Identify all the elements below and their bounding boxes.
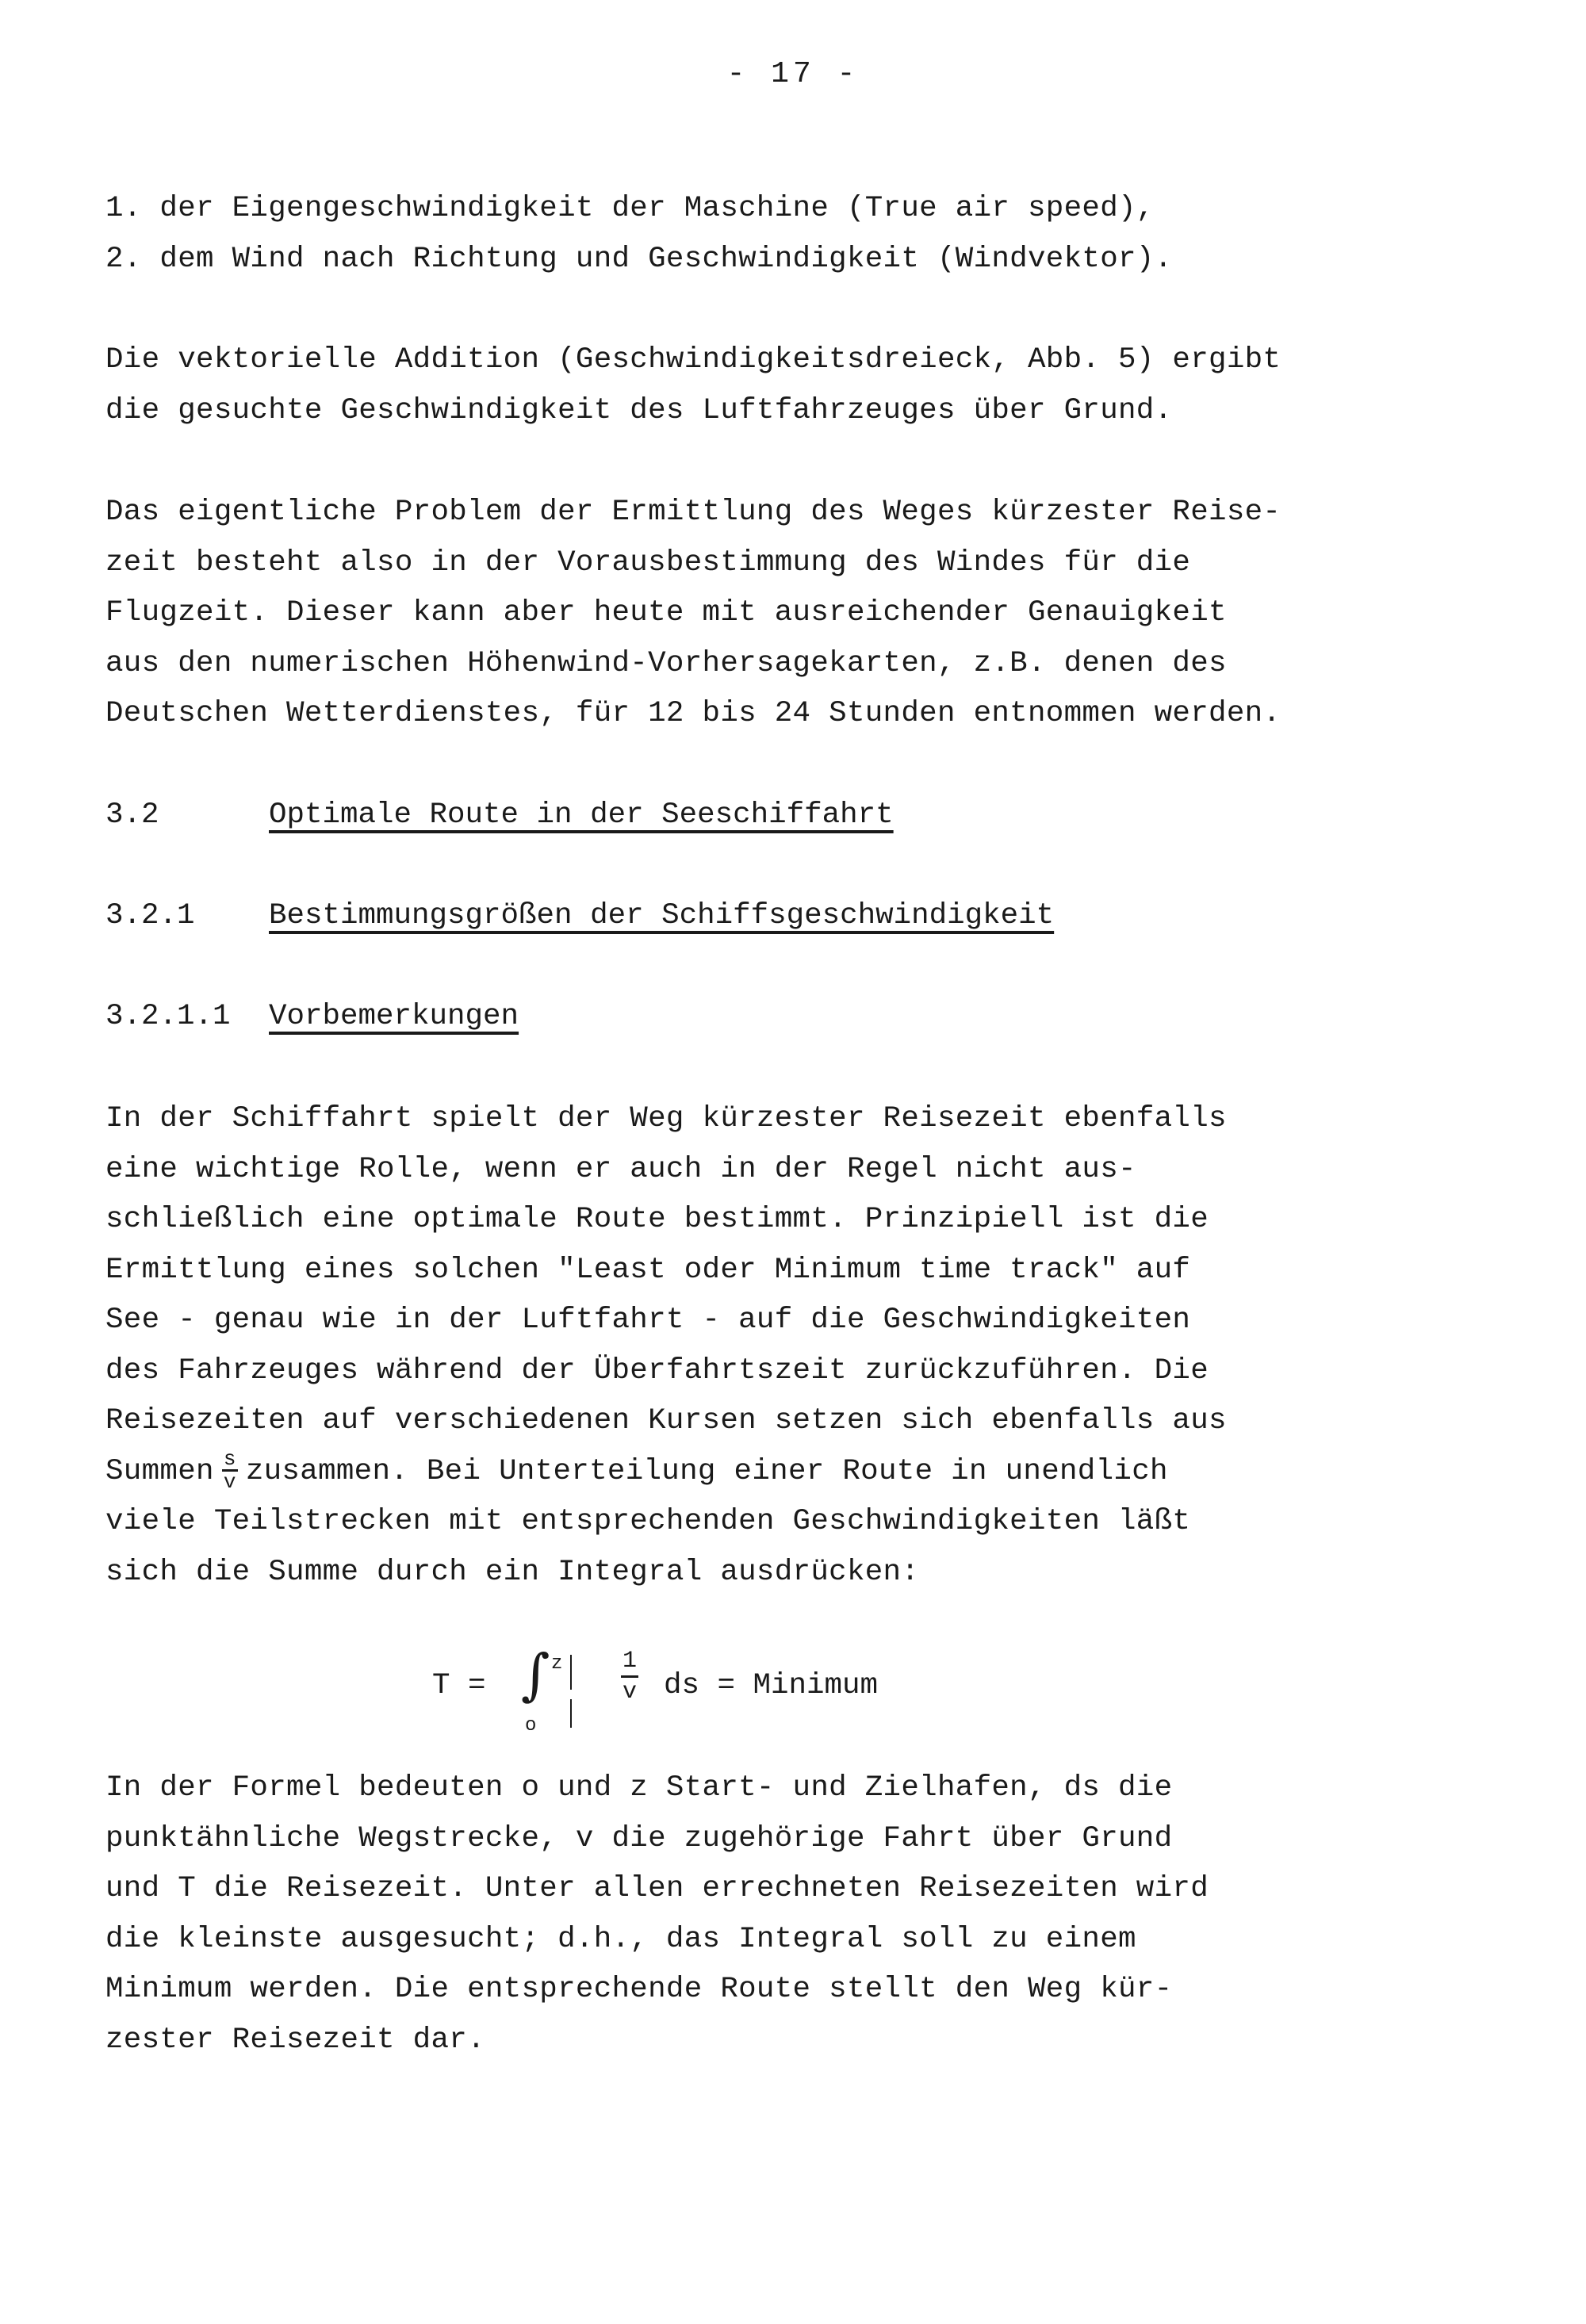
text-line: Ermittlung eines solchen "Least oder Minimum time track" auf: [105, 1253, 1191, 1287]
text-line: schließlich eine optimale Route bestimmt. Prinzipiell ist die: [105, 1203, 1209, 1236]
integral-upper-limit: z: [551, 1653, 563, 1675]
text-line: Minimum werden. Die entsprechende Route stellt den Weg kür-: [105, 1973, 1173, 2006]
section-heading-3-2: [105, 795, 894, 835]
text-line: Deutschen Wetterdienstes, für 12 bis 24 Stunden entnommen werden.: [105, 697, 1281, 730]
section-title: Vorbemerkungen: [269, 1000, 519, 1033]
text-line-with-fraction: [105, 1447, 1454, 1498]
fraction-s-over-v: [222, 1447, 238, 1495]
text-line: See - genau wie in der Luftfahrt - auf die Geschwindigkeiten: [105, 1304, 1191, 1337]
paragraph-shipping: [105, 1094, 1454, 1598]
section-number: 3.2.1.1: [105, 1000, 231, 1033]
text-line: Reisezeiten auf verschiedenen Kursen setzen sich ebenfalls aus: [105, 1404, 1227, 1438]
section-number: 3.2: [105, 798, 159, 832]
section-title: Optimale Route in der Seeschiffahrt: [269, 798, 894, 832]
text-line: sich die Summe durch ein Integral ausdrücken:: [105, 1555, 920, 1589]
fraction-bar: [621, 1675, 638, 1678]
text-line: viele Teilstrecken mit entsprechenden Geschwindigkeiten läßt: [105, 1505, 1191, 1538]
formula-lhs: T =: [432, 1669, 486, 1702]
text-line: In der Formel bedeuten o und z Start- und Zielhafen, ds die: [105, 1771, 1173, 1805]
text-line: In der Schiffahrt spielt der Weg kürzester Reisezeit ebenfalls: [105, 1102, 1227, 1135]
integral-sign: ∫: [521, 1642, 550, 1707]
fraction-denominator: v: [622, 1679, 637, 1706]
text-line: Das eigentliche Problem der Ermittlung des Weges kürzester Reise-: [105, 496, 1281, 529]
formula-fraction: [621, 1649, 638, 1704]
text-line: des Fahrzeuges während der Überfahrtszeit zurückzuführen. Die: [105, 1353, 1209, 1388]
integral-lower-limit: o: [525, 1715, 537, 1736]
paragraph-formula-explanation: [105, 1763, 1454, 2066]
section-heading-3-2-1: [105, 896, 1054, 936]
text-line: Flugzeit. Dieser kann aber heute mit ausreichender Genauigkeit: [105, 596, 1227, 630]
formula-stroke: [570, 1699, 572, 1728]
page-number: - 17 -: [726, 57, 860, 91]
text-fragment: Summen: [105, 1454, 214, 1488]
paragraph-vector-addition: [105, 335, 1454, 436]
section-heading-3-2-1-1: [105, 997, 519, 1036]
paragraph-problem: [105, 488, 1454, 740]
formula-rhs: ds = Minimum: [664, 1669, 879, 1702]
list-item: 2. dem Wind nach Richtung und Geschwindigkeit (Windvektor).: [105, 242, 1173, 276]
intro-list: [105, 184, 1454, 285]
fraction-numerator: s: [223, 1447, 236, 1472]
text-fragment: zusammen. Bei Unterteilung einer Route in unendlich: [245, 1454, 1168, 1488]
text-line: die gesuchte Geschwindigkeit des Luftfahrzeuges über Grund.: [105, 393, 1173, 427]
text-line: Die vektorielle Addition (Geschwindigkeitsdreieck, Abb. 5) ergibt: [105, 343, 1281, 377]
fraction-numerator: 1: [622, 1648, 637, 1675]
text-line: zester Reisezeit dar.: [105, 2023, 485, 2057]
formula-stroke: [570, 1655, 572, 1690]
text-line: eine wichtige Rolle, wenn er auch in der Regel nicht aus-: [105, 1152, 1136, 1186]
list-item: 1. der Eigengeschwindigkeit der Maschine (True air speed),: [105, 192, 1155, 225]
text-line: punktähnliche Wegstrecke, v die zugehörige Fahrt über Grund: [105, 1821, 1173, 1855]
text-line: die kleinste ausgesucht; d.h., das Integral soll zu einem: [105, 1922, 1136, 1956]
section-title: Bestimmungsgrößen der Schiffsgeschwindigkeit: [269, 899, 1055, 932]
text-line: zeit besteht also in der Vorausbestimmung des Windes für die: [105, 546, 1191, 580]
section-number: 3.2.1: [105, 899, 195, 932]
fraction-denominator: v: [223, 1470, 236, 1495]
text-line: aus den numerischen Höhenwind-Vorhersagekarten, z.B. denen des: [105, 646, 1227, 680]
text-line: und T die Reisezeit. Unter allen errechneten Reisezeiten wird: [105, 1872, 1209, 1905]
